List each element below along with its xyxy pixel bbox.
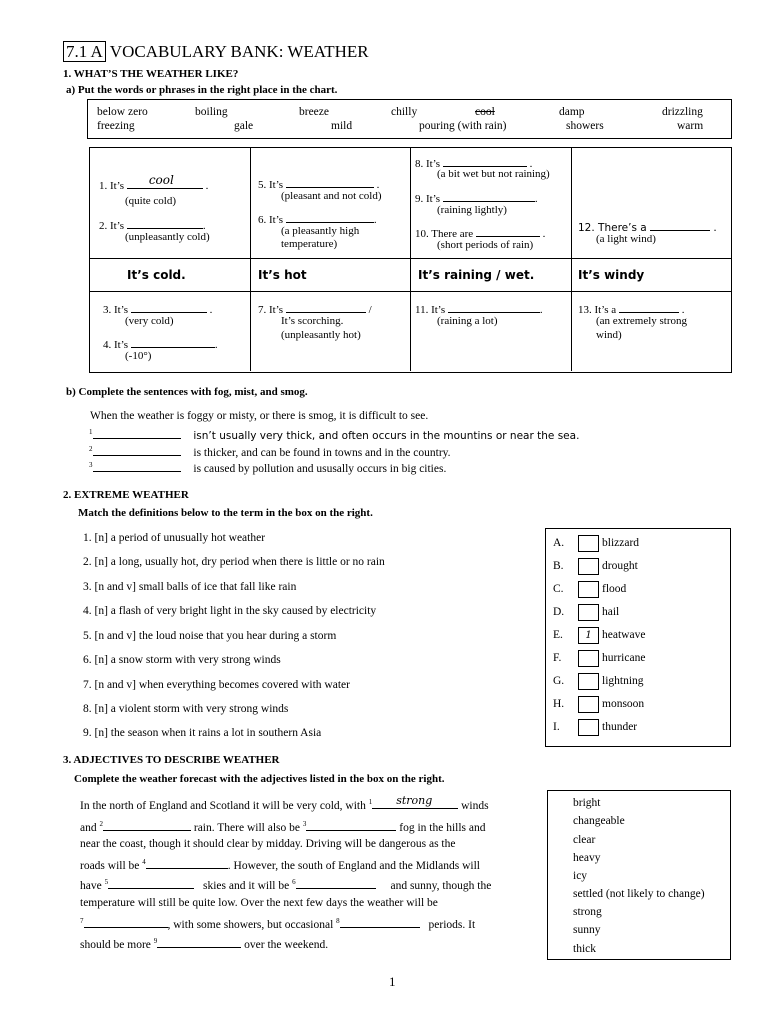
forecast-line-2: and $^2$ rain. There will also be $^3$ fog in the hills and — [80, 820, 486, 834]
term-item: H. monsoon — [553, 696, 644, 713]
word-item: drizzling — [662, 106, 703, 118]
adjective-item: strong — [573, 906, 602, 918]
answer-blank[interactable] — [108, 877, 194, 889]
adjective-item: sunny — [573, 924, 601, 936]
section3-instruction: Complete the weather forecast with the adjectives listed in the box on the right. — [74, 773, 445, 785]
answer-blank[interactable] — [157, 936, 241, 948]
chart-note: (an extremely strong — [596, 315, 688, 327]
answer-blank[interactable] — [286, 301, 366, 313]
answer-blank[interactable] — [93, 427, 181, 439]
chart-divider — [89, 258, 731, 259]
definition-item: 2. [n] a long, usually hot, dry period when there is little or no rain — [83, 556, 385, 568]
match-checkbox[interactable] — [578, 650, 599, 667]
word-item: pouring (with rain) — [419, 120, 507, 132]
answer-blank[interactable] — [476, 225, 540, 237]
answer-blank[interactable] — [103, 819, 191, 831]
forecast-line-5: have $^5$ skies and it will be $^6$ and sunny, though the — [80, 878, 492, 892]
section1-part-b: b) Complete the sentences with fog, mist, and smog. — [66, 386, 308, 398]
forecast-line-1: In the north of England and Scotland it will be very cold, with $^1$ strong winds — [80, 794, 489, 812]
part-b-line-3: $^3$ is caused by pollution and ususally occurs in big cities. — [89, 461, 447, 475]
adjective-item: thick — [573, 943, 596, 955]
match-checkbox[interactable] — [578, 535, 599, 552]
section2-heading: 2. EXTREME WEATHER — [63, 489, 189, 501]
definition-item: 8. [n] a violent storm with very strong winds — [83, 703, 289, 715]
section3-heading: 3. ADJECTIVES TO DESCRIBE WEATHER — [63, 754, 280, 766]
answer-blank[interactable] — [286, 176, 374, 188]
chart-note: (very cold) — [125, 315, 174, 327]
answer-blank[interactable] — [127, 217, 203, 229]
page-number: 1 — [389, 974, 396, 989]
chart-note: wind) — [596, 329, 622, 341]
chart-item-10: 10. There are . — [415, 225, 545, 241]
answer-blank[interactable] — [84, 916, 168, 928]
match-checkbox[interactable] — [578, 558, 599, 575]
chart-note: (quite cold) — [125, 195, 177, 207]
answer-blank[interactable] — [131, 336, 215, 348]
chart-item-7: 7. It’s / — [258, 301, 372, 317]
section2-instruction: Match the definitions below to the term in the box on the right. — [78, 507, 373, 519]
term-item: F. hurricane — [553, 650, 645, 667]
word-item: showers — [566, 120, 604, 132]
answer-blank[interactable] — [296, 877, 376, 889]
word-item: damp — [559, 106, 585, 118]
word-item: below zero — [97, 106, 148, 118]
match-checkbox[interactable] — [578, 604, 599, 621]
adjective-item: settled (not likely to change) — [573, 888, 705, 900]
chart-note: It’s scorching. — [281, 315, 344, 327]
definition-item: 1. [n] a period of unusually hot weather — [83, 532, 266, 544]
word-item: breeze — [299, 106, 329, 118]
definition-item: 3. [n and v] small balls of ice that fall like rain — [83, 581, 297, 593]
answer-blank[interactable] — [443, 190, 535, 202]
word-item-crossed: cool — [475, 106, 495, 118]
chart-header-hot: It’s hot — [258, 268, 307, 282]
chart-divider — [571, 147, 572, 371]
definition-item: 7. [n and v] when everything becomes covered with water — [83, 679, 350, 691]
answer-blank[interactable] — [93, 460, 181, 472]
definition-item: 4. [n] a flash of very bright light in the sky caused by electricity — [83, 605, 377, 617]
chart-item-6: 6. It’s . — [258, 211, 377, 227]
chart-note: (-10°) — [125, 350, 152, 362]
title-number: 7.1 A — [63, 41, 106, 62]
chart-note: (unpleasantly cold) — [125, 231, 210, 243]
term-item: D. hail — [553, 604, 619, 621]
match-checkbox[interactable] — [578, 581, 599, 598]
chart-note: (a pleasantly high — [281, 225, 360, 237]
adjective-item: clear — [573, 834, 596, 846]
match-checkbox[interactable] — [578, 673, 599, 690]
chart-header-cold: It’s cold. — [127, 268, 186, 282]
forecast-line-7: $^7$ , with some showers, but occasional $^8$ periods. It — [80, 917, 476, 931]
definition-item: 9. [n] the season when it rains a lot in southern Asia — [83, 727, 322, 739]
chart-divider — [410, 147, 411, 371]
term-item: I. thunder — [553, 719, 637, 736]
term-item: C. flood — [553, 581, 626, 598]
adjective-item: changeable — [573, 815, 625, 827]
chart-item-13: 13. It’s a . — [578, 301, 684, 317]
chart-note: (unpleasantly hot) — [281, 329, 361, 341]
page-title — [63, 42, 369, 62]
chart-item-2: 2. It’s . — [99, 217, 206, 233]
adjective-item: bright — [573, 797, 601, 809]
chart-item-9: 9. It’s . — [415, 190, 538, 206]
adjective-item: heavy — [573, 852, 601, 864]
word-bank-box — [87, 99, 732, 139]
chart-note: (short periods of rain) — [437, 239, 534, 251]
chart-note: (raining lightly) — [437, 204, 507, 216]
answer-blank[interactable] — [443, 155, 527, 167]
forecast-line-6: temperature will still be quite low. Over the next few days the weather will be — [80, 897, 438, 909]
chart-note: (raining a lot) — [437, 315, 498, 327]
chart-note: temperature) — [281, 238, 338, 250]
section1-part-a: a) Put the words or phrases in the right place in the chart. — [66, 84, 338, 96]
chart-divider — [89, 291, 731, 292]
part-b-intro: When the weather is foggy or misty, or there is smog, it is difficult to see. — [90, 410, 429, 422]
term-item: E. 1 heatwave — [553, 627, 645, 644]
chart-note: (a bit wet but not raining) — [437, 168, 550, 180]
chart-item-3: 3. It’s . — [103, 301, 212, 317]
chart-item-4: 4. It’s . — [103, 336, 218, 352]
word-item: chilly — [391, 106, 418, 118]
answer-blank[interactable] — [372, 794, 458, 809]
handwritten-answer: cool — [148, 173, 174, 187]
section1-heading: 1. WHAT’S THE WEATHER LIKE? — [63, 68, 239, 80]
chart-divider — [250, 147, 251, 371]
word-item: gale — [234, 120, 254, 132]
answer-blank[interactable] — [93, 444, 181, 456]
handwritten-answer: strong — [396, 794, 433, 807]
chart-note: (pleasant and not cold) — [281, 190, 382, 202]
forecast-line-3: near the coast, though it should clear by midday. Driving will be dangerous as the — [80, 838, 456, 850]
answer-blank[interactable] — [340, 916, 420, 928]
adjective-item: icy — [573, 870, 588, 882]
word-item: warm — [677, 120, 704, 132]
answer-blank[interactable] — [286, 211, 374, 223]
answer-blank[interactable] — [306, 819, 396, 831]
word-item: mild — [331, 120, 353, 132]
answer-blank[interactable] — [619, 301, 679, 313]
answer-blank[interactable] — [448, 301, 540, 313]
match-checkbox[interactable]: 1 — [578, 627, 599, 644]
match-checkbox[interactable] — [578, 696, 599, 713]
chart-item-1: 1. It’s cool . — [99, 173, 209, 192]
word-item: boiling — [195, 106, 228, 118]
chart-header-windy: It’s windy — [578, 268, 645, 282]
chart-item-5: 5. It’s . — [258, 176, 379, 192]
term-item: G. lightning — [553, 673, 644, 690]
forecast-line-8: should be more $^9$ over the weekend. — [80, 937, 329, 951]
chart-header-wet: It’s raining / wet. — [418, 268, 535, 282]
chart-item-8: 8. It’s . — [415, 155, 532, 171]
match-checkbox[interactable] — [578, 719, 599, 736]
term-item: A. blizzard — [553, 535, 639, 552]
forecast-line-4: roads will be $^4$ . However, the south of England and the Midlands will — [80, 858, 480, 872]
chart-note: (a light wind) — [596, 233, 656, 245]
title-text: VOCABULARY BANK: WEATHER — [109, 42, 369, 61]
chart-item-11: 11. It’s . — [415, 301, 543, 317]
part-b-line-1: $^1$ isn’t usually very thick, and often occurs in the mountins or near the sea. — [89, 428, 580, 442]
answer-blank[interactable] — [650, 219, 710, 231]
definition-item: 5. [n and v] the loud noise that you hear during a storm — [83, 630, 337, 642]
term-item: B. drought — [553, 558, 638, 575]
chart-item-12: 12. There’s a . — [578, 219, 717, 235]
word-item: freezing — [97, 120, 135, 132]
answer-blank[interactable] — [131, 301, 207, 313]
answer-blank[interactable] — [146, 857, 228, 869]
definition-item: 6. [n] a snow storm with very strong winds — [83, 654, 281, 666]
part-b-line-2: $^2$ is thicker, and can be found in towns and in the country. — [89, 445, 451, 459]
